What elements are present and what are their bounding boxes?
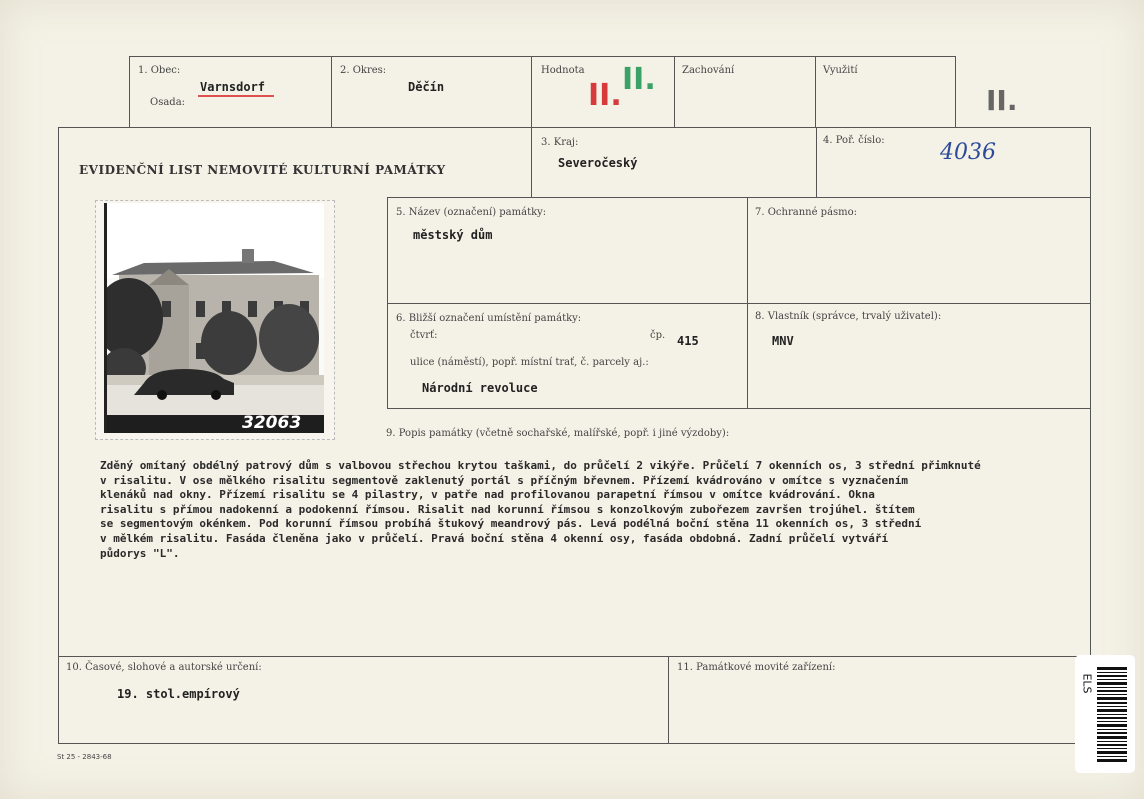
obec-underline (198, 95, 274, 97)
vlastnik-value: MNV (772, 334, 794, 348)
nazev-label: 5. Název (označení) památky: (396, 207, 547, 218)
building-photo (104, 203, 324, 433)
kraj-value: Severočeský (558, 156, 638, 170)
popis-line: Zděný omítaný obdélný patrový dům s valbovou střechou krytou taškami, do průčelí 2 vikýře. Průčelí 7 okenních os, 3 střední přimknuté (100, 459, 981, 472)
photo-number: 32063 (242, 413, 302, 433)
movite-label: 11. Památkové movité zařízení: (677, 662, 836, 673)
popis-line: se segmentovým okénkem. Pod korunní římsou probíhá štukový meandrový pás. Levá podélná boční stěna 11 okenních os, 3 střední (100, 517, 922, 531)
hodnota-green-mark: II. (622, 62, 656, 97)
obec-label: 1. Obec: (138, 65, 181, 76)
urceni-value: 19. stol.empírový (117, 687, 240, 701)
por-cislo-value: 4036 (940, 140, 996, 165)
kraj-label: 3. Kraj: (541, 137, 579, 148)
popis-label: 9. Popis památky (včetně sochařské, malířské, popř. i jiné výzdoby): (386, 428, 730, 439)
okres-label: 2. Okres: (340, 65, 387, 76)
vyuziti-label: Využití (823, 65, 858, 76)
barcode-icon (1097, 667, 1127, 762)
building-photo-icon (104, 203, 324, 433)
popis-line: risalitu s přímou nadokenní a podokenní římsou. Risalit nad korunní římsou s konzolkovým zubořezem završen trojúhel. štítem (100, 502, 915, 516)
popis-line: v mělkém risalitu. Fasáda členěna jako v průčelí. Pravá boční stěna 4 okenní osy, fasáda obdobná. Zadní průčelí vytváří (100, 531, 889, 545)
por-cislo-label: 4. Poř. číslo: (823, 135, 885, 146)
popis-text (100, 459, 1140, 561)
ulice-label: ulice (náměstí), popř. místní trať, č. parcely aj.: (410, 357, 649, 368)
barcode-sticker (1075, 655, 1135, 773)
ochranne-pasmo-label: 7. Ochranné pásmo: (755, 207, 858, 218)
hodnota-red-mark: II. (588, 78, 622, 113)
popis-line: klenáků nad okny. Přízemí risalitu se 4 pilastry, v patře nad profilovanou parapetní římsou v omítce kvádrování. Okna (100, 488, 875, 502)
ctvrt-label: čtvrť: (410, 330, 438, 341)
umisteni-label: 6. Bližší označení umístění památky: (396, 313, 582, 324)
cp-value: 415 (677, 334, 699, 348)
vlastnik-label: 8. Vlastník (správce, trvalý uživatel): (755, 311, 942, 322)
obec-value: Varnsdorf (200, 80, 266, 94)
cp-label: čp. (650, 330, 666, 341)
sticker-label: ELS (1080, 673, 1094, 694)
okres-value: Děčín (408, 80, 445, 94)
footer-code: St 25 - 2843-68 (57, 753, 112, 761)
zachovani-label: Zachování (682, 65, 735, 76)
popis-line: v risalitu. V ose mělkého risalitu segmentově zaklenutý portál s příčným břevnem. Přízemí kvádrováno v omítce s vyznačením (100, 473, 908, 487)
hodnota-label: Hodnota (541, 65, 585, 76)
corner-mark: II. (986, 84, 1018, 117)
osada-label: Osada: (150, 97, 186, 108)
card-title: EVIDENČNÍ LIST NEMOVITÉ KULTURNÍ PAMÁTKY (79, 163, 446, 177)
popis-line: půdorys "L". (100, 546, 180, 560)
urceni-label: 10. Časové, slohové a autorské určení: (66, 662, 262, 673)
ulice-value: Národní revoluce (422, 381, 538, 395)
nazev-value: městský dům (413, 228, 493, 242)
